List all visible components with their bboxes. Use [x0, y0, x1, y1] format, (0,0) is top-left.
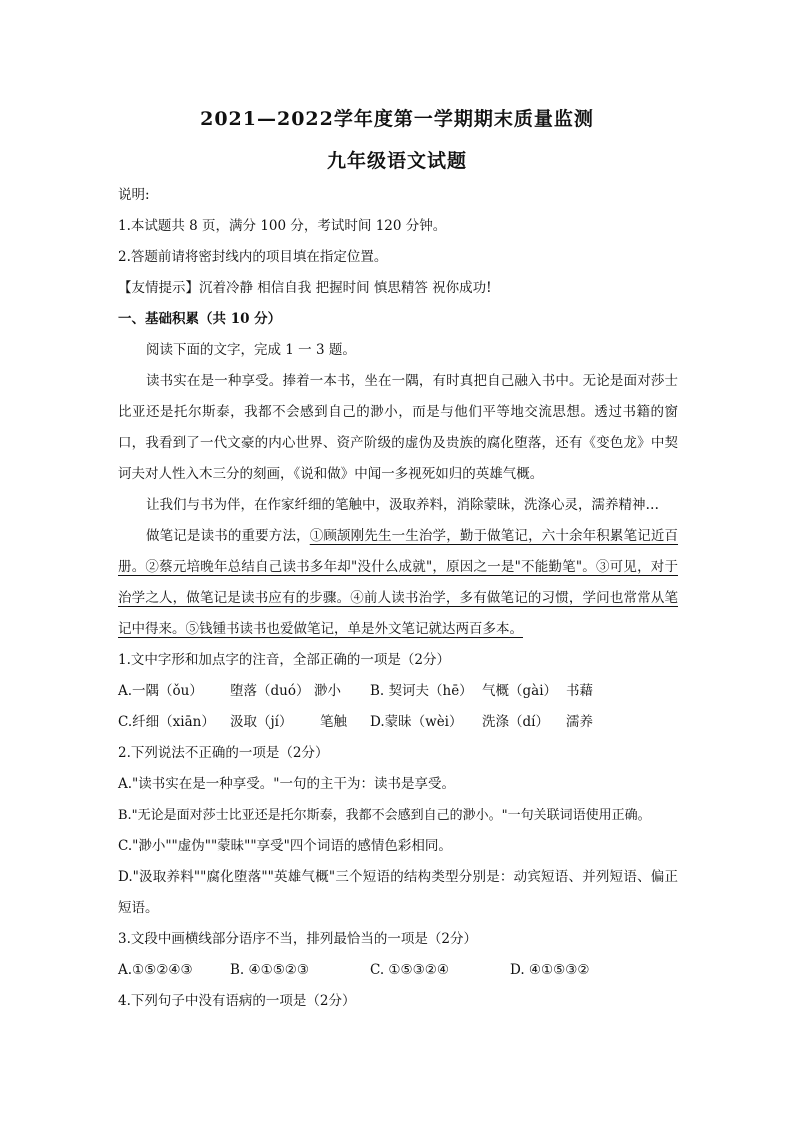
question-3-option-d: D. ④①⑤③②: [510, 962, 590, 978]
question-1-options-ab: [118, 676, 678, 707]
instruction-item-1: 1.本试题共 8 页，满分 100 分，考试时间 120 分钟。: [118, 218, 447, 234]
instruction-item-2: 2.答题前请将密封线内的项目填在指定位置。: [118, 249, 388, 265]
question-2-option-a: A."读书实在是一种享受。"一句的主干为：读书是享受。: [118, 776, 455, 792]
section-heading: 一、基础积累（共 10 分）: [118, 311, 282, 327]
question-2-option-b: B."无论是面对莎士比亚还是托尔斯泰，我都不会感到自己的渺小。"一句关联词语使用正确。: [118, 808, 651, 823]
exam-subtitle: 九年级语文试题: [326, 150, 467, 172]
question-3-option-a: A.①⑤②④③: [118, 962, 193, 978]
option-d-word-3: 濡养: [566, 714, 593, 730]
passage-paragraph-3: [118, 521, 678, 645]
friendly-tip: 【友情提示】沉着冷静 相信自我 把握时间 慎思精答 祝你成功!: [118, 280, 492, 296]
question-3-option-b: B. ④①⑤②③: [230, 962, 310, 978]
question-3-option-c: C. ①⑤③②④: [370, 962, 449, 978]
question-2-option-d: D."汲取养料""腐化堕落""英雄气概"三个短语的结构类型分别是：动宾短语、并列短语、偏正短语。: [118, 869, 678, 916]
paragraph-3-lead: 做笔记是读书的重要方法，: [146, 528, 310, 544]
passage-paragraph-1: 读书实在是一种享受。捧着一本书，坐在一隅，有时真把自己融入书中。无论是面对莎士比亚还是托尔斯泰，我都不会感到自己的渺小，而是与他们平等地交流思想。透过书籍的窗口，我看到了一代文豪的内心世界、资产阶级的虚伪及贵族的腐化堕落，还有《变色龙》中契诃夫对人性入木三分的刻画，《说和做》中闻一多视死如归的英雄气概。: [118, 373, 678, 482]
passage-paragraph-2: 让我们与书为伴，在作家纤细的笔触中，汲取养料，消除蒙昧，洗涤心灵，濡养精神…: [146, 497, 659, 513]
question-1-options-cd: [118, 707, 678, 738]
question-4-stem: 4.下列句子中没有语病的一项是（2分）: [118, 993, 356, 1009]
option-b-word-3: 书藉: [566, 683, 593, 699]
option-c-word-1: C.纤细（xiān）: [118, 714, 215, 730]
option-a-word-3: 渺小: [314, 683, 341, 699]
question-3-stem: 3.文段中画横线部分语序不当，排列最恰当的一项是（2分）: [118, 931, 477, 947]
option-d-word-1: D.蒙昧（wèi）: [370, 714, 463, 730]
option-b-word-1: B. 契诃夫（hē）: [370, 683, 473, 699]
option-a-word-2: 堕落（duó）: [230, 683, 310, 699]
option-d-word-2: 洗涤（dí）: [482, 714, 549, 730]
option-c-word-2: 汲取（jí）: [230, 714, 293, 730]
exam-title: 2021—2022学年度第一学期期末质量监测: [200, 108, 594, 130]
exam-content: [118, 180, 678, 1017]
question-1-stem: 1.文中字形和加点字的注音，全部正确的一项是（2分）: [118, 652, 450, 668]
question-2-option-c: C."渺小""虚伪""蒙昧""享受"四个词语的感情色彩相同。: [118, 838, 452, 854]
reading-intro: 阅读下面的文字，完成 1 一 3 题。: [146, 342, 356, 358]
option-b-word-2: 气概（gài）: [482, 683, 558, 699]
underlined-sentences: ①顾颉刚先生一生治学，勤于做笔记，六十余年积累笔记近百册。②蔡元培晚年总结自己读书多年却"没什么成就"，原因之一是"不能勤笔"。③可见，对于治学之人，做笔记是读书应有的步骤。④前人读书治学，多有做笔记的习惯，学问也常常从笔记中得来。⑤钱锺书读书也爱做笔记，单是外文笔记就达两百多本。: [118, 528, 679, 637]
question-3-options: [118, 955, 678, 986]
question-2-stem: 2.下列说法不正确的一项是（2分）: [118, 745, 329, 761]
option-c-word-3: 笔触: [320, 714, 347, 730]
option-a-word-1: A.一隅（ǒu）: [118, 683, 203, 699]
instructions-label: 说明:: [118, 187, 150, 203]
